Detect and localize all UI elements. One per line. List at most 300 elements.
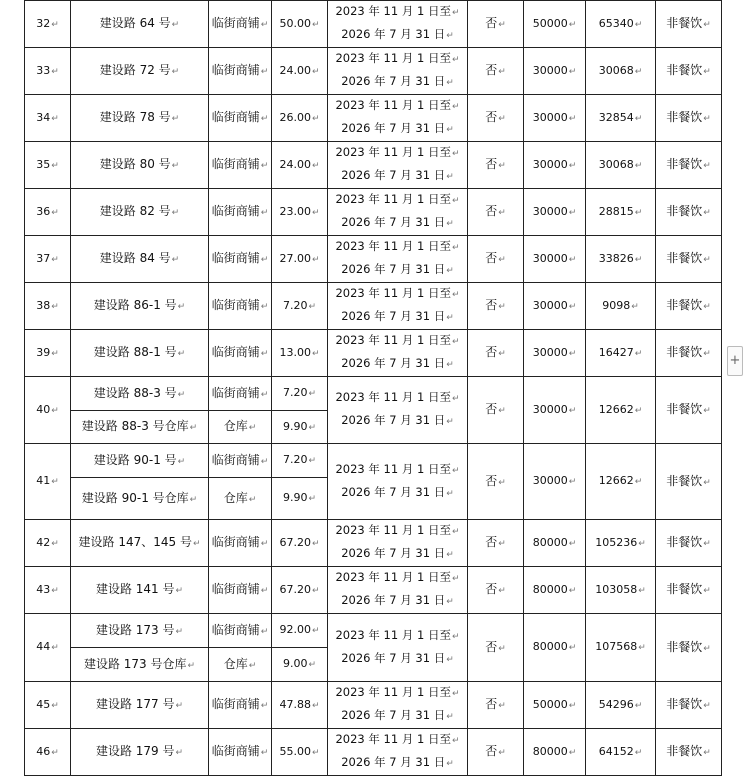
table-row: [25, 729, 722, 776]
deposit-cell: [524, 682, 586, 729]
paragraph-mark: ↵: [451, 196, 460, 206]
paragraph-mark: ↵: [703, 114, 711, 124]
paragraph-mark: ↵: [311, 113, 320, 124]
table-row: [25, 95, 722, 142]
lease-period-text: 2026 年 7 月 31 日: [341, 593, 446, 607]
type-cell-text: 临街商铺: [211, 452, 260, 467]
address-cell-text: 建设路 147、145 号: [78, 535, 192, 549]
paragraph-mark: ↵: [311, 66, 320, 77]
paragraph-mark: ↵: [703, 643, 711, 654]
paragraph-mark: ↵: [248, 494, 257, 505]
lease-period-line: [328, 482, 467, 505]
paragraph-mark: ↵: [498, 477, 506, 488]
area-cell: [272, 648, 328, 682]
address-cell: [71, 377, 209, 411]
rent-free-cell: [468, 236, 524, 283]
address-cell: [71, 95, 209, 142]
type-cell: [209, 330, 272, 377]
row-number-text: 34: [36, 110, 51, 124]
area-cell: [272, 377, 328, 411]
rent-free-cell: [468, 377, 524, 444]
lease-period-text: 2026 年 7 月 31 日: [341, 484, 446, 499]
paragraph-mark: ↵: [308, 456, 317, 466]
type-cell-text: 临街商铺: [211, 345, 260, 359]
rent-free-cell-text: 否: [485, 16, 498, 30]
lease-period-cell: [328, 444, 468, 520]
paragraph-mark: ↵: [703, 748, 711, 758]
deposit-cell-text: 80000: [532, 640, 568, 653]
address-cell: [71, 478, 209, 520]
address-cell-text: 建设路 90-1 号仓库: [81, 490, 189, 505]
area-cell: [272, 478, 328, 520]
lease-period-line: [328, 520, 467, 543]
table-row: [25, 236, 722, 283]
paragraph-mark: ↵: [634, 477, 643, 487]
paragraph-mark: ↵: [568, 747, 577, 758]
paragraph-mark: ↵: [311, 700, 320, 711]
area-cell-text: 92.00: [279, 623, 311, 636]
paragraph-mark: ↵: [568, 254, 577, 265]
address-cell: [71, 48, 209, 95]
area-cell-text: 9.00: [282, 657, 308, 670]
deposit-cell-text: 30000: [532, 402, 568, 416]
area-cell-text: 50.00: [279, 16, 311, 30]
paragraph-mark: ↵: [177, 349, 186, 359]
lease-period-cell: [328, 142, 468, 189]
address-cell-text: 建设路 88-1 号: [93, 345, 177, 359]
price-cell: [586, 1, 656, 48]
type-cell: [209, 95, 272, 142]
paragraph-mark: ↵: [634, 747, 643, 758]
lease-period-line: [328, 330, 467, 353]
rent-free-cell: [468, 682, 524, 729]
paragraph-mark: ↵: [171, 67, 180, 77]
paragraph-mark: ↵: [51, 477, 59, 487]
paragraph-mark: ↵: [175, 586, 184, 596]
paragraph-mark: ↵: [498, 255, 506, 265]
price-cell-text: 30068: [598, 63, 634, 77]
address-cell: [71, 283, 209, 330]
paragraph-mark: ↵: [451, 149, 460, 159]
paragraph-mark: ↵: [446, 360, 454, 370]
type-cell-text: 临街商铺: [211, 63, 260, 77]
address-cell: [71, 648, 209, 682]
paragraph-mark: ↵: [568, 477, 577, 487]
paragraph-mark: ↵: [260, 539, 269, 549]
paragraph-mark: ↵: [568, 160, 577, 171]
deposit-cell-text: 80000: [532, 582, 568, 596]
row-number-text: 32: [36, 16, 51, 30]
paragraph-mark: ↵: [498, 67, 506, 77]
lease-period-line: [328, 752, 467, 775]
paragraph-mark: ↵: [498, 161, 506, 171]
paragraph-mark: ↵: [308, 422, 317, 433]
paragraph-mark: ↵: [703, 20, 711, 30]
lease-period-text: 2023 年 11 月 1 日至: [335, 685, 451, 699]
paragraph-mark: ↵: [634, 348, 643, 359]
lease-period-text: 2023 年 11 月 1 日至: [335, 98, 451, 112]
lease-period-text: 2026 年 7 月 31 日: [341, 168, 446, 182]
paragraph-mark: ↵: [51, 538, 59, 549]
paragraph-mark: ↵: [446, 654, 454, 665]
address-cell-text: 建设路 88-3 号仓库: [81, 419, 189, 433]
rent-free-cell: [468, 283, 524, 330]
lease-period-text: 2026 年 7 月 31 日: [341, 708, 446, 722]
area-cell: [272, 236, 328, 283]
row-number: [25, 567, 71, 614]
paragraph-mark: ↵: [311, 585, 320, 596]
address-cell: [71, 189, 209, 236]
price-cell: [586, 567, 656, 614]
address-cell-text: 建设路 173 号仓库: [83, 656, 187, 671]
usage-cell: [656, 48, 722, 95]
lease-period-text: 2023 年 11 月 1 日至: [335, 627, 451, 642]
area-cell: [272, 189, 328, 236]
paragraph-mark: ↵: [446, 266, 454, 276]
paragraph-mark: ↵: [703, 477, 711, 488]
row-number-text: 38: [36, 298, 51, 312]
type-cell: [209, 682, 272, 729]
deposit-cell-text: 30000: [532, 474, 568, 487]
lease-period-cell: [328, 189, 468, 236]
deposit-cell-text: 30000: [532, 110, 568, 124]
paragraph-mark: ↵: [260, 20, 269, 30]
paragraph-mark: ↵: [171, 208, 180, 218]
usage-cell: [656, 682, 722, 729]
paragraph-mark: ↵: [446, 550, 454, 560]
lease-period-line: [328, 306, 467, 329]
lease-period-text: 2023 年 11 月 1 日至: [335, 570, 451, 584]
deposit-cell: [524, 330, 586, 377]
paragraph-mark: ↵: [498, 701, 506, 711]
table-row: [25, 444, 722, 478]
usage-cell: [656, 520, 722, 567]
usage-cell-text: 非餐饮: [666, 697, 703, 711]
area-cell: [272, 567, 328, 614]
usage-cell-text: 非餐饮: [666, 63, 703, 77]
address-cell-text: 建设路 177 号: [95, 697, 175, 711]
paragraph-mark: ↵: [568, 405, 577, 416]
paragraph-mark: ↵: [498, 349, 506, 359]
usage-cell: [656, 377, 722, 444]
lease-period-line: [328, 590, 467, 613]
paragraph-mark: ↵: [260, 67, 269, 77]
lease-period-line: [328, 189, 467, 212]
row-number: [25, 330, 71, 377]
paragraph-mark: ↵: [171, 114, 180, 124]
paragraph-mark: ↵: [260, 456, 269, 467]
paragraph-mark: ↵: [634, 405, 643, 416]
usage-cell: [656, 444, 722, 520]
type-cell: [209, 142, 272, 189]
paragraph-mark: ↵: [498, 20, 506, 30]
paragraph-mark: ↵: [308, 389, 317, 399]
paragraph-mark: ↵: [451, 689, 460, 699]
paragraph-mark: ↵: [634, 66, 643, 77]
paragraph-mark: ↵: [171, 161, 180, 171]
price-cell-text: 105236: [595, 535, 638, 549]
lease-period-text: 2023 年 11 月 1 日至: [335, 286, 451, 300]
deposit-cell: [524, 377, 586, 444]
address-cell-text: 建设路 80 号: [99, 157, 171, 171]
paragraph-mark: ↵: [311, 626, 320, 636]
type-cell-text: 临街商铺: [211, 204, 260, 218]
lease-period-line: [328, 1, 467, 24]
lease-period-line: [328, 353, 467, 376]
type-cell: [209, 478, 272, 520]
paragraph-mark: ↵: [51, 301, 59, 312]
address-cell: [71, 729, 209, 776]
add-row-button[interactable]: +: [727, 346, 743, 376]
paragraph-mark: ↵: [703, 701, 711, 711]
price-cell-text: 107568: [595, 640, 638, 653]
type-cell: [209, 648, 272, 682]
usage-cell: [656, 142, 722, 189]
lease-period-line: [328, 142, 467, 165]
paragraph-mark: ↵: [446, 597, 454, 607]
address-cell-text: 建设路 173 号: [95, 622, 175, 637]
paragraph-mark: ↵: [498, 208, 506, 218]
lease-period-line: [328, 543, 467, 566]
lease-period-text: 2026 年 7 月 31 日: [341, 74, 446, 88]
lease-period-text: 2023 年 11 月 1 日至: [335, 333, 451, 347]
rent-free-cell-text: 否: [485, 535, 498, 549]
paragraph-mark: ↵: [446, 712, 454, 722]
lease-period-text: 2026 年 7 月 31 日: [341, 650, 446, 665]
deposit-cell-text: 30000: [532, 298, 568, 312]
price-cell-text: 64152: [598, 744, 634, 758]
lease-period-text: 2023 年 11 月 1 日至: [335, 523, 451, 537]
paragraph-mark: ↵: [51, 643, 59, 653]
area-cell-text: 27.00: [279, 251, 311, 265]
area-cell: [272, 444, 328, 478]
row-number: [25, 95, 71, 142]
address-cell: [71, 330, 209, 377]
lease-period-line: [328, 410, 467, 433]
address-cell: [71, 444, 209, 478]
price-cell: [586, 729, 656, 776]
price-cell-text: 12662: [598, 474, 634, 487]
area-cell-text: 24.00: [279, 157, 311, 171]
lease-period-cell: [328, 48, 468, 95]
usage-cell: [656, 1, 722, 48]
rent-free-cell: [468, 1, 524, 48]
rent-free-cell-text: 否: [485, 744, 498, 758]
paragraph-mark: ↵: [451, 631, 460, 642]
paragraph-mark: ↵: [51, 66, 59, 77]
area-cell-text: 67.20: [279, 582, 311, 596]
rent-free-cell: [468, 567, 524, 614]
rent-free-cell: [468, 614, 524, 682]
paragraph-mark: ↵: [634, 160, 643, 171]
lease-period-cell: [328, 330, 468, 377]
paragraph-mark: ↵: [171, 20, 180, 30]
paragraph-mark: ↵: [248, 423, 257, 433]
deposit-cell: [524, 567, 586, 614]
area-cell: [272, 48, 328, 95]
paragraph-mark: ↵: [498, 643, 506, 654]
paragraph-mark: ↵: [177, 302, 186, 312]
paragraph-mark: ↵: [451, 290, 460, 300]
paragraph-mark: ↵: [498, 539, 506, 549]
paragraph-mark: ↵: [568, 643, 577, 653]
table-row: [25, 567, 722, 614]
row-number-text: 43: [36, 582, 51, 596]
area-cell-text: 7.20: [282, 386, 308, 399]
paragraph-mark: ↵: [51, 254, 59, 265]
paragraph-mark: ↵: [51, 747, 59, 758]
rent-free-cell-text: 否: [485, 63, 498, 77]
row-number: [25, 444, 71, 520]
row-number-text: 42: [36, 535, 51, 549]
lease-period-text: 2026 年 7 月 31 日: [341, 27, 446, 41]
price-cell-text: 12662: [598, 402, 634, 416]
address-cell-text: 建设路 64 号: [99, 16, 171, 30]
usage-cell-text: 非餐饮: [666, 473, 703, 488]
address-cell-text: 建设路 90-1 号: [93, 452, 177, 467]
address-cell: [71, 411, 209, 444]
usage-cell: [656, 330, 722, 377]
deposit-cell-text: 30000: [532, 345, 568, 359]
area-cell: [272, 283, 328, 330]
usage-cell-text: 非餐饮: [666, 402, 703, 416]
paragraph-mark: ↵: [703, 67, 711, 77]
deposit-cell: [524, 729, 586, 776]
paragraph-mark: ↵: [703, 539, 711, 549]
paragraph-mark: ↵: [446, 219, 454, 229]
row-number-text: 35: [36, 157, 51, 171]
type-cell-text: 仓库: [223, 419, 248, 433]
deposit-cell: [524, 614, 586, 682]
paragraph-mark: ↵: [51, 348, 59, 359]
price-cell-text: 28815: [598, 204, 634, 218]
paragraph-mark: ↵: [446, 125, 454, 135]
price-cell: [586, 236, 656, 283]
type-cell-text: 仓库: [223, 656, 248, 671]
paragraph-mark: ↵: [446, 417, 454, 427]
price-cell: [586, 189, 656, 236]
row-number: [25, 283, 71, 330]
price-cell-text: 65340: [598, 16, 634, 30]
paragraph-mark: ↵: [308, 301, 317, 312]
paragraph-mark: ↵: [568, 113, 577, 124]
lease-period-line: [328, 705, 467, 728]
area-cell: [272, 330, 328, 377]
paragraph-mark: ↵: [260, 349, 269, 359]
deposit-cell-text: 50000: [532, 16, 568, 30]
row-number: [25, 520, 71, 567]
rent-free-cell-text: 否: [485, 110, 498, 124]
lease-period-line: [328, 212, 467, 235]
address-cell: [71, 567, 209, 614]
lease-period-line: [328, 567, 467, 590]
type-cell-text: 临街商铺: [211, 622, 260, 637]
paragraph-mark: ↵: [451, 465, 460, 476]
paragraph-mark: ↵: [634, 254, 643, 265]
rent-free-cell-text: 否: [485, 402, 498, 416]
type-cell: [209, 520, 272, 567]
type-cell: [209, 411, 272, 444]
deposit-cell-text: 30000: [532, 204, 568, 218]
row-number: [25, 48, 71, 95]
table-row: [25, 330, 722, 377]
paragraph-mark: ↵: [451, 394, 460, 404]
price-cell: [586, 330, 656, 377]
paragraph-mark: ↵: [51, 113, 59, 124]
area-cell-text: 23.00: [279, 204, 311, 218]
lease-period-text: 2023 年 11 月 1 日至: [335, 192, 451, 206]
paragraph-mark: ↵: [260, 389, 269, 400]
paragraph-mark: ↵: [568, 19, 577, 30]
type-cell-text: 临街商铺: [211, 385, 260, 400]
lease-period-line: [328, 24, 467, 47]
price-cell: [586, 682, 656, 729]
usage-cell-text: 非餐饮: [666, 16, 703, 30]
paragraph-mark: ↵: [260, 208, 269, 218]
rent-free-cell: [468, 189, 524, 236]
paragraph-mark: ↵: [568, 348, 577, 359]
table-row: [25, 283, 722, 330]
lease-period-text: 2023 年 11 月 1 日至: [335, 390, 451, 404]
paragraph-mark: ↵: [703, 406, 711, 416]
paragraph-mark: ↵: [260, 586, 269, 596]
paragraph-mark: ↵: [634, 207, 643, 218]
paragraph-mark: ↵: [638, 585, 646, 596]
row-number-text: 45: [36, 697, 51, 711]
lease-period-cell: [328, 1, 468, 48]
paragraph-mark: ↵: [498, 302, 506, 312]
address-cell-text: 建设路 141 号: [95, 582, 175, 596]
area-cell-text: 55.00: [279, 744, 311, 758]
area-cell-text: 7.20: [282, 298, 308, 312]
table-row: [25, 142, 722, 189]
deposit-cell-text: 30000: [532, 157, 568, 171]
paragraph-mark: ↵: [703, 161, 711, 171]
paragraph-mark: ↵: [248, 660, 257, 671]
rent-free-cell-text: 否: [485, 639, 498, 654]
rent-free-cell-text: 否: [485, 345, 498, 359]
lease-period-line: [328, 165, 467, 188]
row-number-text: 37: [36, 251, 51, 265]
deposit-cell: [524, 95, 586, 142]
deposit-cell: [524, 283, 586, 330]
paragraph-mark: ↵: [260, 161, 269, 171]
paragraph-mark: ↵: [568, 66, 577, 77]
lease-period-cell: [328, 236, 468, 283]
type-cell: [209, 236, 272, 283]
paragraph-mark: ↵: [703, 208, 711, 218]
paragraph-mark: ↵: [192, 539, 201, 549]
area-cell-text: 13.00: [279, 345, 311, 359]
address-cell: [71, 142, 209, 189]
rent-free-cell-text: 否: [485, 697, 498, 711]
type-cell-text: 临街商铺: [211, 16, 260, 30]
paragraph-mark: ↵: [311, 160, 320, 171]
paragraph-mark: ↵: [177, 456, 186, 467]
lease-period-cell: [328, 682, 468, 729]
paragraph-mark: ↵: [446, 31, 454, 41]
address-cell: [71, 682, 209, 729]
paragraph-mark: ↵: [498, 406, 506, 416]
price-cell: [586, 444, 656, 520]
price-cell-text: 32854: [598, 110, 634, 124]
row-number-text: 40: [36, 402, 51, 416]
paragraph-mark: ↵: [51, 405, 59, 416]
paragraph-mark: ↵: [177, 389, 186, 400]
row-number: [25, 142, 71, 189]
paragraph-mark: ↵: [51, 160, 59, 171]
paragraph-mark: ↵: [631, 301, 639, 312]
